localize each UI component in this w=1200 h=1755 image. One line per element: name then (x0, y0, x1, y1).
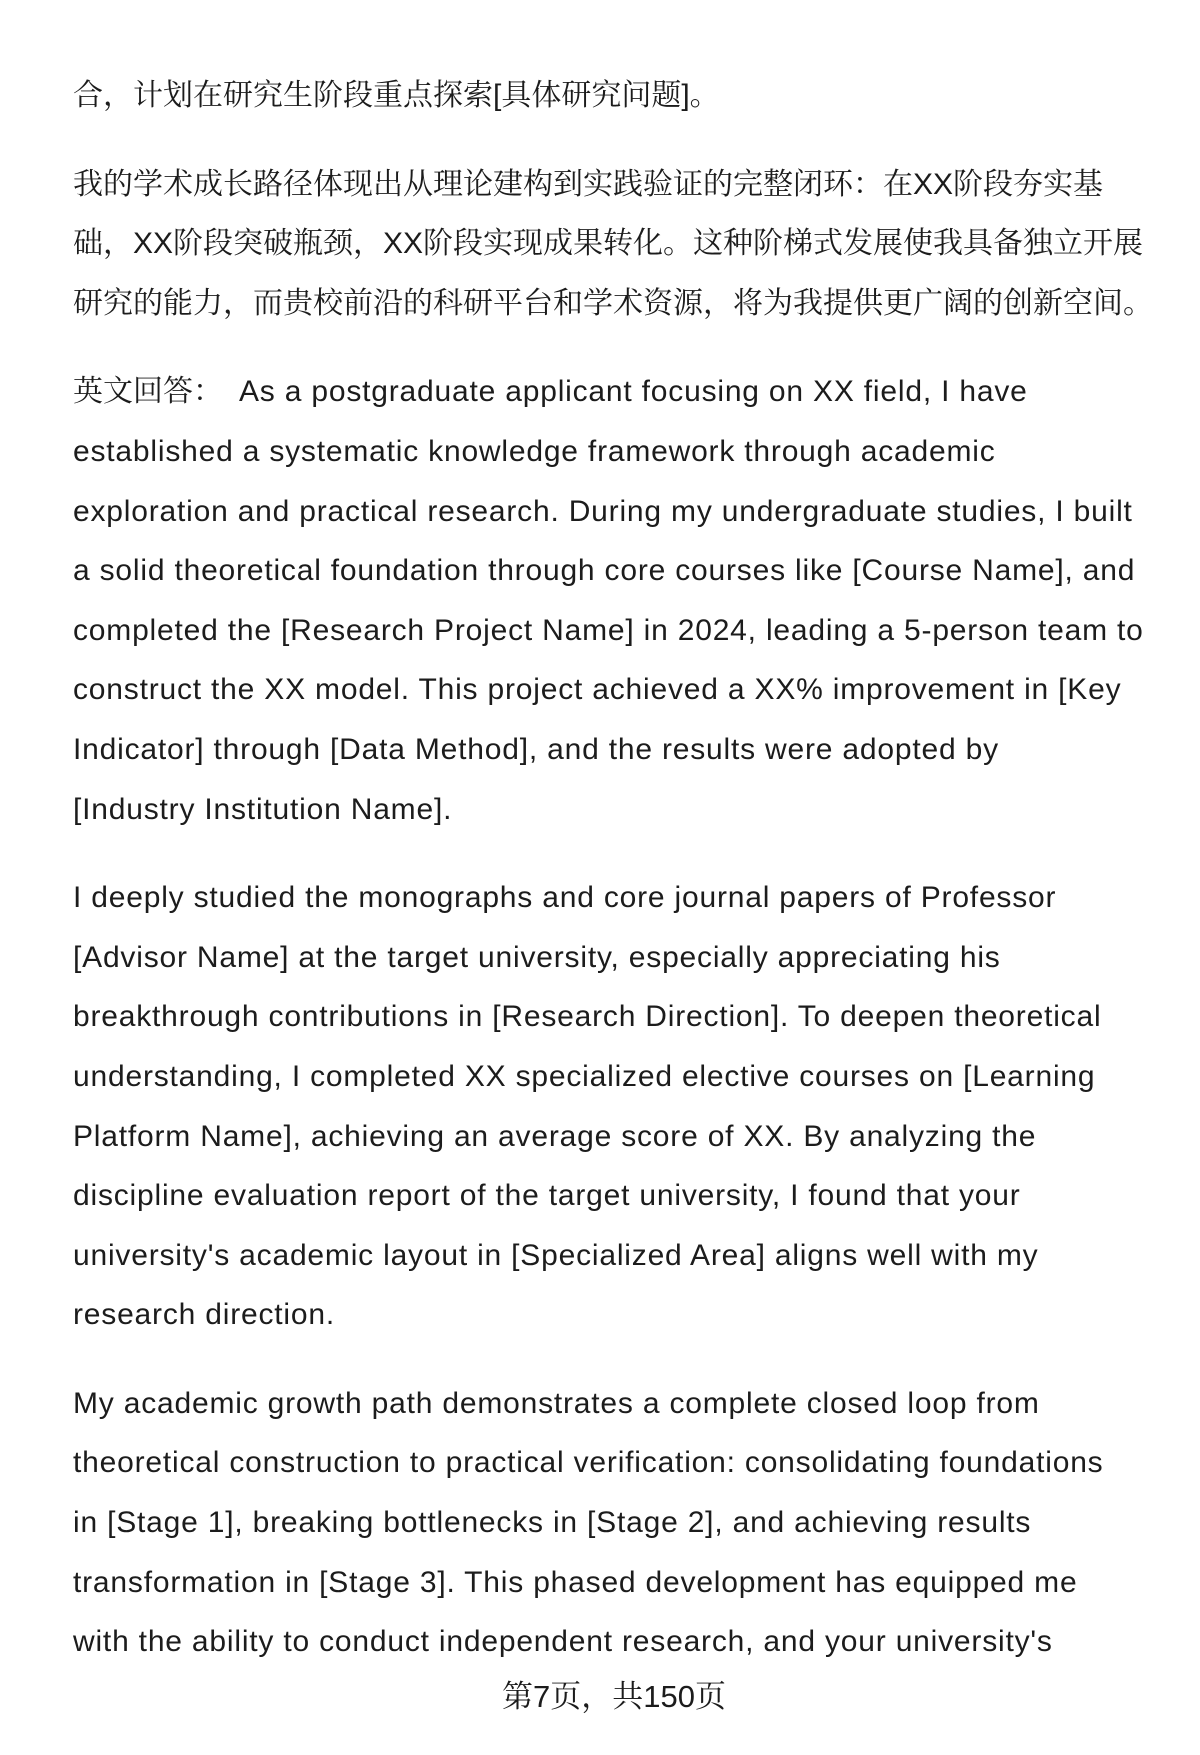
text-line: 合，计划在研究生阶段重点探索[具体研究问题]。 (73, 79, 720, 112)
text-line (73, 362, 1160, 422)
text-line: [Advisor Name] at the target university, especially appreciating his (73, 940, 1001, 974)
text-line: a solid theoretical foundation through core courses like [Course Name], and (73, 554, 1136, 588)
text-line: Indicator] through [Data Method], and the results were adopted by (73, 732, 999, 766)
text-line: with the ability to conduct independent research, and your university's (73, 1625, 1053, 1659)
text-line: breakthrough contributions in [Research Direction]. To deepen theoretical (73, 1000, 1102, 1034)
page-number-footer: 第7页，共150页 (502, 1679, 726, 1714)
answer-label: 英文回答： (73, 375, 223, 409)
paragraph-intro-continuation (73, 66, 1160, 126)
text-line: established a systematic knowledge framework through academic (73, 434, 996, 468)
text-line: university's academic layout in [Specialized Area] aligns well with my (73, 1238, 1039, 1272)
text-line-content: As a postgraduate applicant focusing on XX field, I have (239, 375, 1028, 409)
text-line: theoretical construction to practical verification: consolidating foundations (73, 1446, 1104, 1480)
paragraph-growth-path-zh (73, 155, 1160, 334)
text-line: 我的学术成长路径体现出从理论建构到实践验证的完整闭环：在XX阶段夯实基 (73, 167, 1104, 201)
paragraph-growth-path-en (73, 1374, 1160, 1672)
text-line: understanding, I completed XX specialized elective courses on [Learning (73, 1059, 1096, 1093)
text-line: I deeply studied the monographs and core journal papers of Professor (73, 881, 1057, 915)
text-line: [Industry Institution Name]. (73, 792, 453, 826)
text-line: construct the XX model. This project achieved a XX% improvement in [Key (73, 673, 1122, 707)
text-line: in [Stage 1], breaking bottlenecks in [Stage 2], and achieving results (73, 1506, 1032, 1540)
text-line: exploration and practical research. During my undergraduate studies, I built (73, 494, 1133, 528)
text-line: 研究的能力，而贵校前沿的科研平台和学术资源，将为我提供更广阔的创新空间。 (73, 286, 1153, 320)
text-line: 础，XX阶段突破瓶颈，XX阶段实现成果转化。这种阶梯式发展使我具备独立开展 (73, 227, 1144, 261)
text-line: Platform Name], achieving an average score of XX. By analyzing the (73, 1119, 1037, 1153)
text-line: research direction. (73, 1298, 335, 1332)
text-line: My academic growth path demonstrates a complete closed loop from (73, 1386, 1040, 1420)
text-line: transformation in [Stage 3]. This phased development has equipped me (73, 1565, 1078, 1599)
paragraph-advisor-study (73, 868, 1160, 1345)
text-line: discipline evaluation report of the target university, I found that your (73, 1179, 1021, 1213)
text-line: completed the [Research Project Name] in 2024, leading a 5-person team to (73, 613, 1144, 647)
paragraph-english-answer (73, 362, 1160, 839)
